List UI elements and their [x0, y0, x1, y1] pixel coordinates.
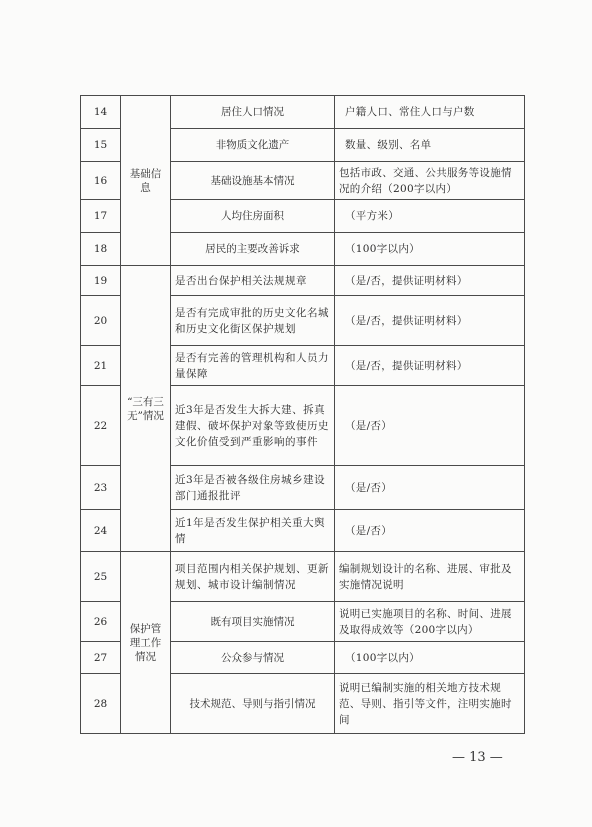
row-item: 既有项目实施情况	[171, 602, 335, 642]
row-number: 22	[81, 386, 121, 466]
row-note: （是/否）	[335, 386, 525, 466]
row-number: 26	[81, 602, 121, 642]
row-item: 是否有完善的管理机构和人员力量保障	[171, 346, 335, 386]
row-item: 是否有完成审批的历史文化名城和历史文化街区保护规划	[171, 296, 335, 346]
row-note: 户籍人口、常住人口与户数	[335, 96, 525, 129]
row-item: 人均住房面积	[171, 200, 335, 233]
row-number: 19	[81, 266, 121, 296]
row-item: 基础设施基本情况	[171, 162, 335, 200]
row-number: 16	[81, 162, 121, 200]
row-number: 18	[81, 233, 121, 266]
row-note: 说明已实施项目的名称、时间、进展及取得成效等（200字以内）	[335, 602, 525, 642]
row-item: 居民的主要改善诉求	[171, 233, 335, 266]
row-note: 说明已编制实施的相关地方技术规范、导则、指引等文件，注明实施时间	[335, 674, 525, 734]
row-number: 23	[81, 466, 121, 510]
table-row	[81, 552, 525, 602]
table-row	[81, 96, 525, 129]
row-item: 公众参与情况	[171, 642, 335, 674]
row-note: 数量、级别、名单	[335, 129, 525, 162]
row-item: 是否出台保护相关法规规章	[171, 266, 335, 296]
category-three-have-three-none: “三有三无”情况	[121, 266, 171, 552]
row-item: 项目范围内相关保护规划、更新规划、城市设计编制情况	[171, 552, 335, 602]
row-item: 近3年是否被各级住房城乡建设部门通报批评	[171, 466, 335, 510]
row-number: 24	[81, 510, 121, 552]
row-item: 近3年是否发生大拆大建、拆真建假、破坏保护对象等致使历史文化价值受到严重影响的事件	[171, 386, 335, 466]
row-note: 包括市政、交通、公共服务等设施情况的介绍（200字以内）	[335, 162, 525, 200]
row-note: （是/否，提供证明材料）	[335, 266, 525, 296]
row-note: （是/否，提供证明材料）	[335, 346, 525, 386]
page-number: — 13 —	[452, 750, 503, 765]
table-row	[81, 266, 525, 296]
row-note: （是/否，提供证明材料）	[335, 296, 525, 346]
category-basic-info: 基础信息	[121, 96, 171, 266]
row-note: （100字以内）	[335, 233, 525, 266]
row-note: （是/否）	[335, 510, 525, 552]
row-item: 技术规范、导则与指引情况	[171, 674, 335, 734]
category-protection-management: 保护管理工作情况	[121, 552, 171, 734]
row-number: 28	[81, 674, 121, 734]
row-item: 非物质文化遗产	[171, 129, 335, 162]
row-number: 21	[81, 346, 121, 386]
row-number: 15	[81, 129, 121, 162]
row-note: （是/否）	[335, 466, 525, 510]
row-item: 近1年是否发生保护相关重大舆情	[171, 510, 335, 552]
info-table	[80, 95, 525, 734]
row-note: （100字以内）	[335, 642, 525, 674]
row-note: 编制规划设计的名称、进展、审批及实施情况说明	[335, 552, 525, 602]
row-note: （平方米）	[335, 200, 525, 233]
row-number: 17	[81, 200, 121, 233]
row-number: 20	[81, 296, 121, 346]
row-number: 27	[81, 642, 121, 674]
row-item: 居住人口情况	[171, 96, 335, 129]
row-number: 14	[81, 96, 121, 129]
row-number: 25	[81, 552, 121, 602]
